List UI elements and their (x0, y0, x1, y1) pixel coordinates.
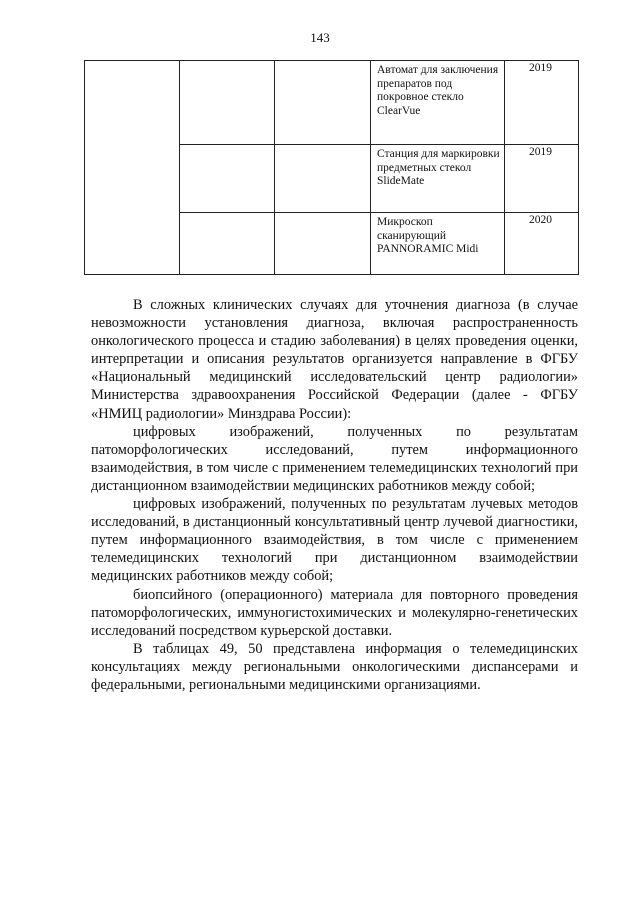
table-cell-empty (180, 213, 275, 275)
table-row (85, 61, 579, 145)
table-cell-empty (275, 145, 371, 213)
equipment-name: Автомат для заключения препаратов под покровное стекло ClearVue (371, 61, 505, 145)
paragraph: В таблицах 49, 50 представлена информация о телемедицинских консультациях между региональными онкологическими диспансерами и федеральными, региональными медицинскими организациями. (91, 640, 578, 693)
paragraph: биопсийного (операционного) материала для повторного проведения патоморфологических, иммуногистохимических и молекулярно-генетических исследований посредством курьерской доставки. (91, 586, 578, 639)
paragraph: цифровых изображений, полученных по результатам патоморфологических исследований, путем информационного взаимодействия, в том числе с применением телемедицинских технологий при дистанционном взаимодействии медицинских работников между собой; (91, 423, 578, 494)
equipment-name: Станция для маркировки предметных стекол SlideMate (371, 145, 505, 213)
table-cell-empty (275, 213, 371, 275)
equipment-year: 2020 (505, 213, 579, 275)
table-cell-empty (180, 61, 275, 145)
body-text (91, 296, 578, 694)
table-cell-empty (85, 61, 180, 275)
paragraph: цифровых изображений, полученных по результатам лучевых методов исследований, в дистанционный консультативный центр лучевой диагностики, путем информационного взаимодействия, в том числе с применением телемедицинских технологий при дистанционном взаимодействии медицинских работников между собой; (91, 496, 578, 585)
equipment-year: 2019 (505, 145, 579, 213)
table-cell-empty (180, 145, 275, 213)
equipment-table (84, 60, 579, 275)
equipment-year: 2019 (505, 61, 579, 145)
page-number: 143 (310, 30, 330, 45)
equipment-name: Микроскоп сканирующий PANNORAMIC Midi (371, 213, 505, 275)
paragraph: В сложных клинических случаях для уточнения диагноза (в случае невозможности установления диагноза, включая распространенность онкологического процесса и стадию заболевания) в целях проведения оценки, интерпретации и описания результатов организуется направление в ФГБУ «Национальный медицинский исследовательский центр радиологии» Министерства здравоохранения Российской Федерации (далее - ФГБУ «НМИЦ радиологии» Минздрава России): (91, 297, 578, 422)
table-cell-empty (275, 61, 371, 145)
